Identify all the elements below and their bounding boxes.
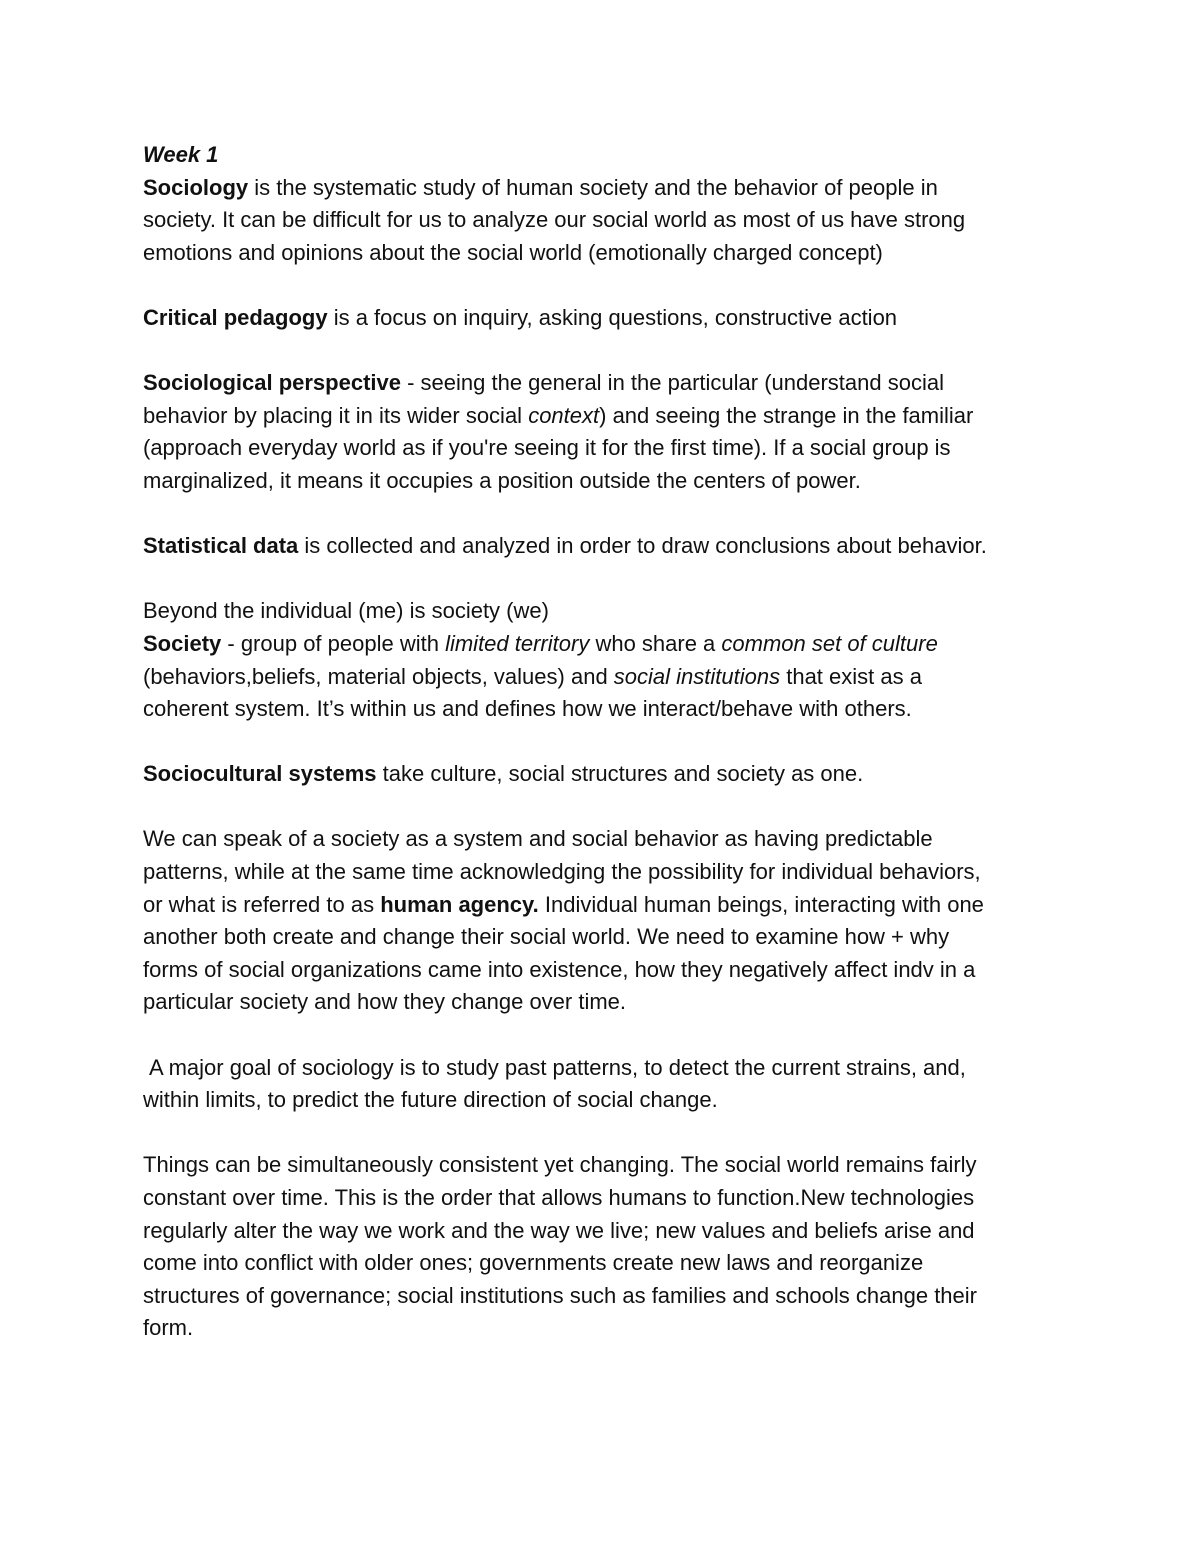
document-body — [143, 139, 1058, 1345]
paragraph-society: Beyond the individual (me) is society (we) Society - group of people with limited territory who share a common set of culture (behaviors,beliefs, material objects, values) and social institutions that exist as a coherent system. It’s within us and defines how we interact/behave with others. — [143, 598, 938, 722]
paragraph-critical-pedagogy: Critical pedagogy is a focus on inquiry, asking questions, constructive action — [143, 304, 898, 330]
term-human-agency: human agency. — [380, 891, 539, 917]
term-society: Society — [143, 630, 222, 656]
paragraph-social-change: Things can be simultaneously consistent yet changing. The social world remains fairly constant over time. This is the order that allows humans to function.New technologies regularly alter the way we work and the way we live; new values and beliefs arise and come into conflict with older ones; governments create new laws and reorganize structures of governance; social institutions such as families and schools change their form. — [143, 1152, 977, 1341]
week-heading: Week 1 — [143, 142, 219, 167]
term-sociological-perspective: Sociological perspective — [143, 370, 401, 396]
paragraph-human-agency: We can speak of a society as a system and social behavior as having predictable patterns, while at the same time acknowledging the possibility for individual behaviors, or what is referred to as human agency. Individual human beings, interacting with one another both create and change their social world. We need to examine how + why forms of social organizations came into existence, how they negatively affect indv in a particular society and how they change over time. — [143, 826, 984, 1015]
paragraph-statistical-data: Statistical data is collected and analyzed in order to draw conclusions about behavior. — [143, 533, 987, 559]
paragraph-sociocultural-systems: Sociocultural systems take culture, social structures and society as one. — [143, 761, 864, 787]
paragraph-sociology: Sociology is the systematic study of human society and the behavior of people in society. It can be difficult for us to analyze our social world as most of us have strong emotions and opinions about the social world (emotionally charged concept) — [143, 174, 966, 265]
paragraph-sociological-perspective: Sociological perspective - seeing the general in the particular (understand social behavior by placing it in its wider social context) and seeing the strange in the familiar (approach everyday world as if you're seeing it for the first time). If a social group is marginalized, it means it occupies a position outside the centers of power. — [143, 370, 974, 493]
term-statistical-data: Statistical data — [143, 533, 299, 559]
paragraph-major-goal: A major goal of sociology is to study past patterns, to detect the current strains, and, within limits, to predict the future direction of social change. — [143, 1054, 966, 1113]
term-critical-pedagogy: Critical pedagogy — [143, 304, 328, 330]
term-sociology: Sociology — [143, 174, 249, 200]
term-sociocultural-systems: Sociocultural systems — [143, 761, 377, 787]
